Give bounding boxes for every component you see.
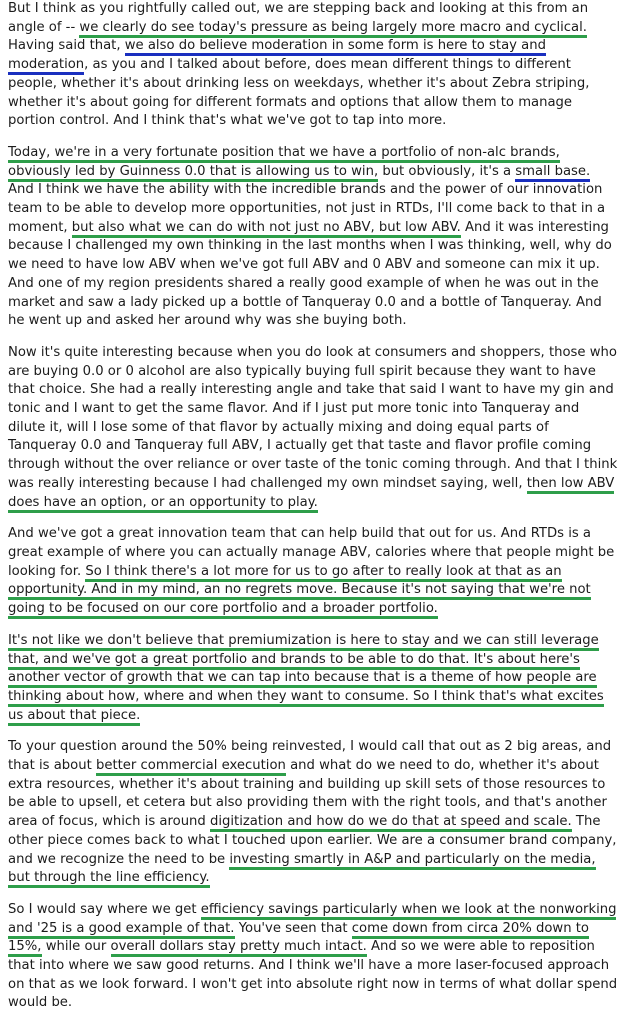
highlighted-phrase: overall dollars stay pretty much intact.: [111, 939, 367, 957]
body-text: And it was interesting because I challenged my own thinking in the last months when I was thinking, well, why do we need to have low ABV when we've got full ABV and 0 ABV and someone can mix it up. And one of my region presidents shared a really good example of when he was out in the market and saw a lady picked up a bottle of Tanqueray 0.0 and a bottle of Tanqueray. And he went up and asked her around why was she buying both.: [8, 219, 612, 329]
highlighted-phrase: come down from circa 20% down to 15%,: [8, 921, 589, 958]
transcript-paragraph: [8, 525, 620, 619]
transcript-document: [8, 0, 620, 1026]
highlighted-phrase: Today, we're in a very fortunate position that we have a portfolio of non-alc brands, obviously led by Guinness 0.0 that is allowing us to win,: [8, 145, 560, 182]
body-text: And so we were able to reposition that into where we saw good returns. And I think we'll have a more laser-focused approach on that as we look forward. I won't get into absolute right now in terms of what dollar spend would be.: [8, 939, 618, 1011]
highlighted-phrase: efficiency savings particularly when we look at the nonworking and '25 is a good example of that.: [8, 902, 616, 939]
highlighted-phrase: So I think there's a lot more for us to go after to really look at that as an opportunity. And in my mind, an no regrets move. Because it's not saying that we're not going to be focused on our core portfolio and a broader portfolio.: [8, 564, 591, 619]
highlighted-phrase: better commercial execution: [96, 758, 286, 776]
body-text: Having said that,: [8, 38, 125, 54]
transcript-paragraph: [8, 901, 620, 1013]
highlighted-phrase: we clearly do see today's pressure as being largely more macro and cyclical.: [79, 20, 587, 38]
highlighted-phrase: but also what we can do with not just no ABV, but low ABV.: [72, 220, 461, 238]
key-phrase: small base.: [515, 164, 590, 182]
highlighted-phrase: digitization and how do we do that at speed and scale.: [210, 814, 572, 832]
transcript-paragraph: [8, 0, 620, 131]
key-phrase: we also do believe moderation in some form is here to stay and moderation: [8, 38, 546, 75]
body-text: And I think we have the ability with the incredible brands and the power of our innovation team to be able to develop more opportunities, not just in RTDs, I'll come back to that in a moment,: [8, 182, 606, 235]
transcript-paragraph: [8, 144, 620, 331]
highlighted-phrase: It's not like we don't believe that premiumization is here to stay and we can still leverage that, and we've got a great portfolio and brands to be able to do that. It's about here's another vector of growth that we can tap into because that is a theme of how people are thinking about how, where and when they want to consume. So I think that's what excites us about that piece.: [8, 633, 604, 726]
highlighted-phrase: investing smartly in A&P and particularly on the media, but through the line efficiency.: [8, 852, 596, 889]
transcript-paragraph: [8, 738, 620, 888]
body-text: To your question around the 50% being reinvested, I would call that out as 2 big areas, and that is about: [8, 739, 612, 774]
body-text: but obviously, it's a: [378, 163, 516, 179]
highlighted-phrase: then low ABV does have an option, or an opportunity to play.: [8, 476, 614, 513]
body-text: while our: [41, 939, 111, 955]
body-text: , as you and I talked about before, does mean different things to different people, whether it's about drinking less on weekdays, whether it's about Zebra striping, whether it's about going for different formats and options that allow them to manage portion control. And I think that's what we've got to tap into more.: [8, 57, 590, 129]
transcript-paragraph: [8, 632, 620, 726]
body-text: and what do we need to do, whether it's about extra resources, whether it's about training and building up skill sets of those resources to be able to upsell, et cetera but also providing them with the right tools, and that's another area of focus, which is around: [8, 758, 607, 830]
body-text: Now it's quite interesting because when you do look at consumers and shoppers, those who are buying 0.0 or 0 alcohol are also typically buying full spirit because they want to have that choice. She had a really interesting angle and take that said I want to have my gin and tonic and I want to get the same flavor. And if I just put more tonic into Tanqueray and dilute it, will I lose some of that flavor by actually mixing and doing equal parts of Tanqueray 0.0 and Tanqueray full ABV, I actually get that taste and flavor profile coming through without the over reliance or over taste of the tonic coming through. And that I think was really interesting because I had challenged my own mindset saying, well,: [8, 344, 618, 491]
body-text: You've seen that: [234, 920, 352, 936]
body-text: The other piece comes back to what I touched upon earlier. We are a consumer brand company, and we recognize the need to be: [8, 814, 617, 867]
transcript-paragraph: [8, 344, 620, 512]
body-text: And we've got a great innovation team that can help build that out for us. And RTDs is a great example of where you can actually manage ABV, calories where that people might be looking for.: [8, 526, 615, 579]
body-text: So I would say where we get: [8, 901, 201, 917]
body-text: But I think as you rightfully called out, we are stepping back and looking at this from an angle of --: [8, 1, 589, 35]
